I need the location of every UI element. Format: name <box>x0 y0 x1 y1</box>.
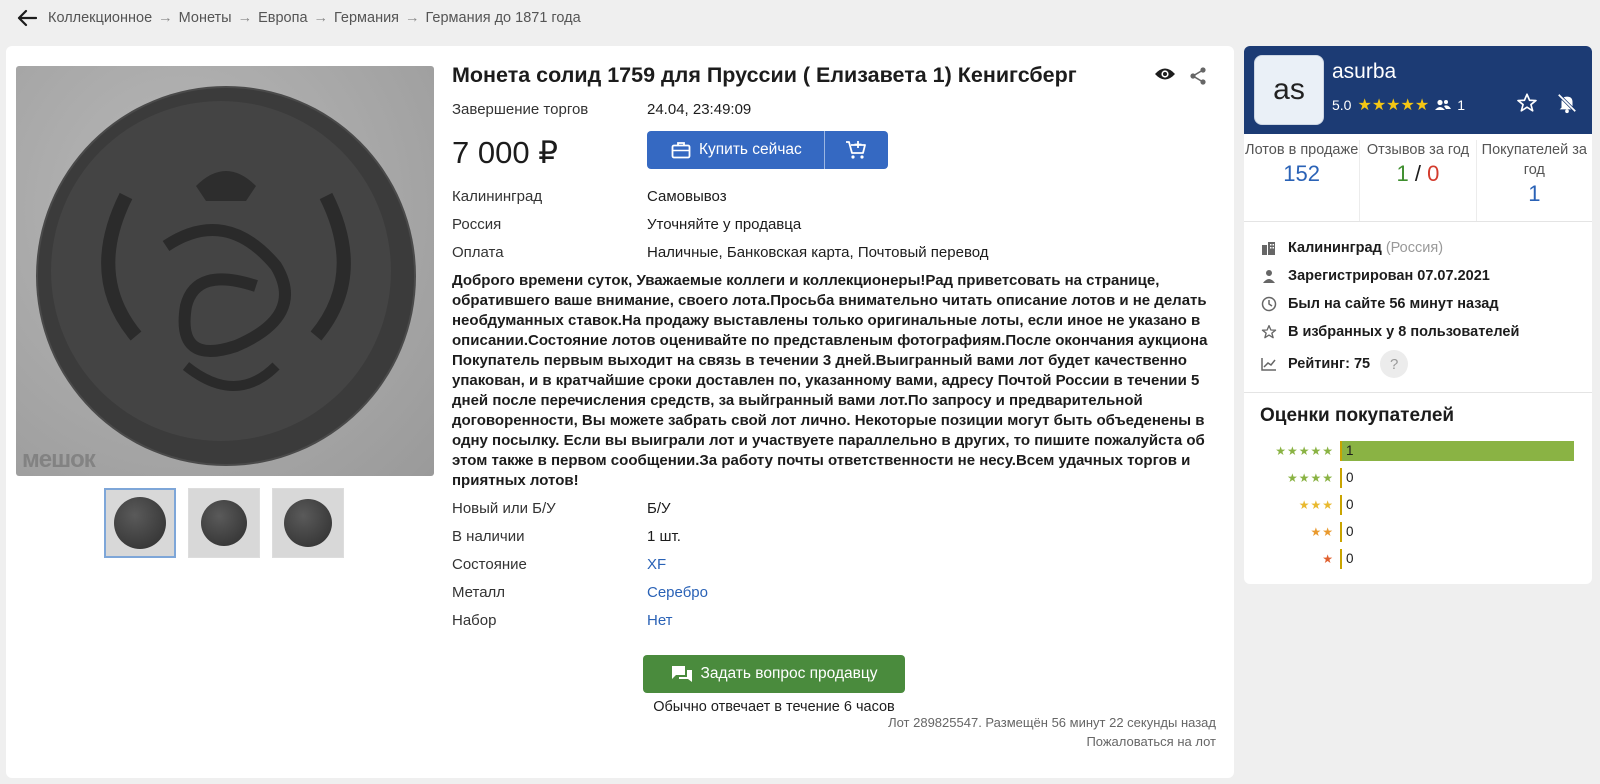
listing-card <box>6 46 1234 778</box>
five-stars-icon: ★★★★★ <box>1275 443 1334 458</box>
two-stars-icon: ★★ <box>1310 524 1334 539</box>
rating-count: 1 <box>1346 443 1354 458</box>
back-arrow-icon[interactable] <box>16 7 38 29</box>
breadcrumb-item-germany-before-1871[interactable]: Германия до 1871 года <box>425 10 581 26</box>
seller-header <box>1244 46 1592 134</box>
seller-name[interactable]: asurba <box>1332 60 1397 83</box>
stat-lots-label: Лотов в продаже <box>1245 142 1359 158</box>
main-photo[interactable] <box>16 66 434 476</box>
rating-row-1[interactable] <box>1260 545 1576 572</box>
attr-label-set: Набор <box>452 612 497 629</box>
favorite-star-icon[interactable] <box>1516 92 1538 119</box>
attr-value-set-link[interactable]: Нет <box>647 612 673 629</box>
seller-last-seen <box>1260 290 1576 318</box>
coin-image <box>16 66 434 476</box>
breadcrumb-separator-icon: → <box>313 10 329 26</box>
person-icon <box>1260 269 1278 283</box>
end-label: Завершение торгов <box>452 101 589 118</box>
attr-label-metal: Металл <box>452 584 506 601</box>
attr-label-stock: В наличии <box>452 528 525 545</box>
price: 7 000 ₽ <box>452 135 558 170</box>
rating-row-2[interactable] <box>1260 518 1576 545</box>
stat-buyers-year[interactable] <box>1476 140 1592 221</box>
attr-value-metal-link[interactable]: Серебро <box>647 584 708 601</box>
breadcrumb-separator-icon: → <box>158 10 173 26</box>
stat-reviews-year[interactable] <box>1359 140 1475 221</box>
share-icon[interactable] <box>1188 66 1208 91</box>
thumbnail-1[interactable] <box>104 488 176 558</box>
seller-info-list <box>1244 222 1592 382</box>
one-star-icon: ★ <box>1322 551 1334 566</box>
cart-add-icon <box>845 140 867 160</box>
positive-reviews-count: 1 <box>1396 161 1409 186</box>
rating-bar <box>1340 522 1574 542</box>
fav-prefix: В избранных у <box>1288 324 1395 340</box>
chart-trend-icon <box>1260 357 1278 371</box>
end-value: 24.04, 23:49:09 <box>647 101 752 118</box>
add-to-cart-button[interactable] <box>824 131 888 169</box>
ratings-bars <box>1260 437 1576 572</box>
ask-seller-button[interactable] <box>643 655 905 693</box>
notifications-off-icon[interactable] <box>1556 92 1578 119</box>
registered-prefix: Зарегистрирован <box>1288 268 1414 284</box>
seller-registered <box>1260 262 1576 290</box>
rating-row-5[interactable] <box>1260 437 1576 464</box>
buy-now-button[interactable] <box>647 131 824 169</box>
rating-bar <box>1340 549 1574 569</box>
country-delivery-value: Уточняйте у продавца <box>647 216 802 233</box>
stat-reviews-value: 1 / 0 <box>1396 161 1440 186</box>
attr-label-grade: Состояние <box>452 556 527 573</box>
help-question-icon[interactable]: ? <box>1380 350 1408 378</box>
attr-value-stock: 1 шт. <box>647 528 681 545</box>
breadcrumb-separator-icon: → <box>405 10 420 26</box>
breadcrumb <box>16 6 581 30</box>
five-stars-icon: ★★★★★ <box>1357 97 1430 114</box>
rating-count: 0 <box>1346 551 1354 566</box>
rating-bar <box>1340 441 1574 461</box>
stat-reviews-label: Отзывов за год <box>1366 142 1470 158</box>
thumbnail-2[interactable] <box>188 488 260 558</box>
negative-reviews-count: 0 <box>1427 161 1440 186</box>
attr-value-condition-type: Б/У <box>647 500 671 517</box>
ratings-title: Оценки покупателей <box>1260 405 1455 426</box>
seller-rating-value: 5.0 <box>1332 97 1352 113</box>
fav-value: 8 пользователей <box>1398 324 1520 340</box>
title-actions <box>1154 66 1208 91</box>
payment-value: Наличные, Банковская карта, Почтовый перевод <box>647 244 989 261</box>
city-label: Калининград <box>452 188 543 205</box>
listing-description: Доброго времени суток, Уважаемые коллеги и коллекционеры!Рад приветсовать на странице, обратившего ваше внимание, своего лота.Просьба внимательно читать описание лотов и не делать необдуманных ставок.На продажу выставлены только оригинальные лоты, если иное не указано в описании.Состояние лотов оценивайте по представленым фотографиям.После окончания аукциона Покупатель первым выходит на связь в течении 3 дней.Выигранный вами лот будет качественно упакован, и в кратчайшие сроки доставлен по, указанному вами, адресу Почтой России в течении 5 дней после перечисления средств, за выйгранный вами лот.По запросу и предварительной договоренности, Вы можете забрать свой лот лично. Некоторые позиции могут быть объеденены в одну посылку. Если вы выиграли лот и участвуете параллельно в других, то пишите пожалуйста об этом также в первом сообщении.За работу почты ответственности не несу.Всем удачных торгов и приятных лотов! <box>452 272 1208 489</box>
seller-city: Калининград <box>1288 240 1382 256</box>
rating-count: 0 <box>1346 497 1354 512</box>
rating-count: 0 <box>1346 470 1354 485</box>
seen-value: 56 минут назад <box>1389 296 1499 312</box>
clock-icon <box>1260 296 1278 312</box>
rating-score: 75 <box>1353 356 1371 372</box>
star-outline-icon <box>1260 324 1278 340</box>
rating-bar <box>1340 495 1574 515</box>
registered-date: 07.07.2021 <box>1417 268 1490 284</box>
three-stars-icon: ★★★ <box>1298 497 1334 512</box>
report-lot-link[interactable]: Пожаловаться на лот <box>1086 734 1216 749</box>
breadcrumb-item-europe[interactable]: Европа <box>258 10 308 26</box>
four-stars-icon: ★★★★ <box>1286 470 1334 485</box>
seller-favorites <box>1260 318 1576 346</box>
followers-count: 1 <box>1457 97 1465 113</box>
rating-label: Рейтинг: <box>1288 356 1350 372</box>
seller-rating <box>1332 95 1465 115</box>
country-label: Россия <box>452 216 502 233</box>
city-building-icon <box>1260 241 1278 255</box>
seller-country: (Россия) <box>1385 240 1444 256</box>
breadcrumb-item-germany[interactable]: Германия <box>334 10 400 26</box>
seller-rating-score <box>1260 346 1576 382</box>
watch-eye-icon[interactable] <box>1154 66 1176 91</box>
pickup-value: Самовывоз <box>647 188 727 205</box>
rating-bar <box>1340 468 1574 488</box>
stat-lots-on-sale[interactable] <box>1244 140 1359 221</box>
briefcase-icon <box>671 141 691 159</box>
breadcrumb-item-collectibles[interactable]: Коллекционное <box>48 10 153 26</box>
rating-bar-fill <box>1342 441 1574 461</box>
lot-id-line: Лот 289825547. Размещён 56 минут 22 секунды назад <box>888 715 1216 730</box>
payment-label: Оплата <box>452 244 504 261</box>
listing-title: Монета солид 1759 для Пруссии ( Елизавета 1) Кенигсберг <box>452 63 1077 87</box>
rating-count: 0 <box>1346 524 1354 539</box>
buy-group <box>647 131 888 169</box>
seller-stats <box>1244 134 1592 222</box>
ask-seller-label: Задать вопрос продавцу <box>700 665 878 682</box>
breadcrumb-separator-icon: → <box>237 10 253 26</box>
response-time-note: Обычно отвечает в течение 6 часов <box>653 699 895 715</box>
watermark-logo: мешок <box>22 446 95 473</box>
rating-row-4[interactable] <box>1260 464 1576 491</box>
buy-now-label: Купить сейчас <box>699 141 802 158</box>
seller-actions <box>1516 92 1578 119</box>
thumbnail-strip <box>104 488 344 558</box>
thumbnail-3[interactable] <box>272 488 344 558</box>
chat-bubbles-icon <box>671 664 693 684</box>
attr-value-grade-link[interactable]: XF <box>647 556 667 573</box>
breadcrumb-item-coins[interactable]: Монеты <box>178 10 232 26</box>
seen-prefix: Был на сайте <box>1288 296 1386 312</box>
stat-buyers-label: Покупателей за год <box>1481 142 1587 178</box>
stat-buyers-value: 1 <box>1528 181 1541 206</box>
stat-lots-value: 152 <box>1283 161 1321 186</box>
followers-icon <box>1435 99 1451 111</box>
seller-card <box>1244 46 1592 584</box>
lot-info <box>888 713 1216 751</box>
rating-row-3[interactable] <box>1260 491 1576 518</box>
buyer-ratings <box>1244 392 1592 572</box>
attr-label-condition-type: Новый или Б/У <box>452 500 556 517</box>
seller-location <box>1260 234 1576 262</box>
avatar[interactable]: as <box>1254 55 1324 125</box>
